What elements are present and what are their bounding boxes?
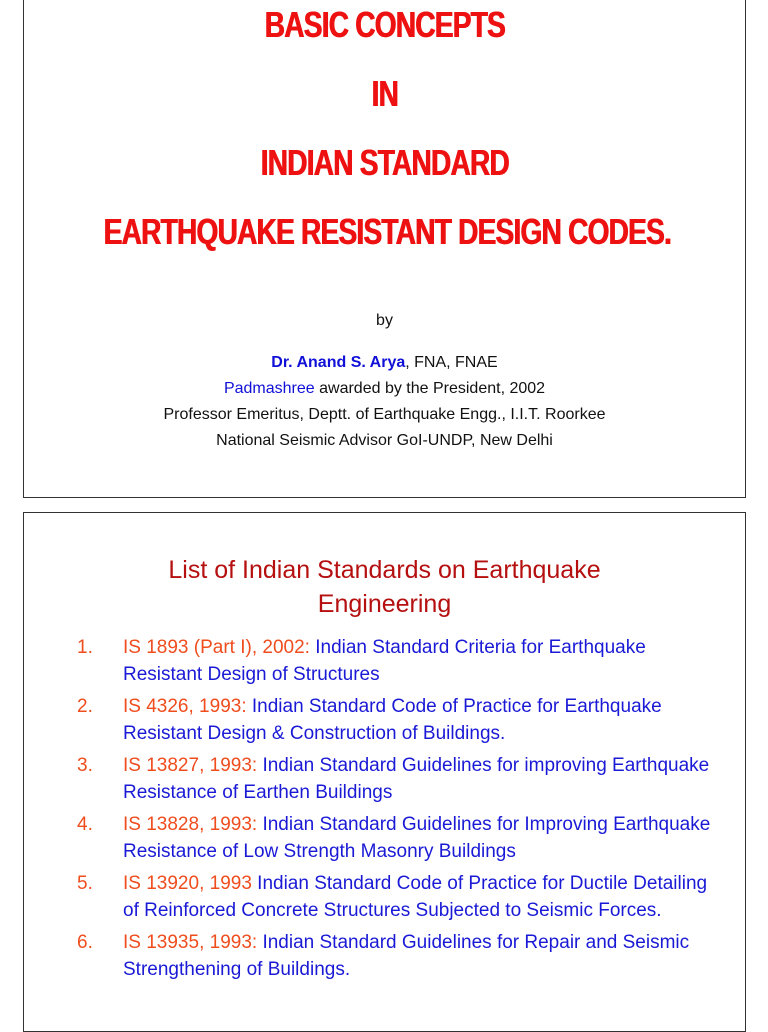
item-code: IS 13828, 1993: [123,814,263,835]
item-number: 2. [77,696,93,717]
main-title [24,4,745,252]
list-item [77,693,725,747]
list-title-line-2: Engineering [317,590,452,618]
list-item [77,870,725,924]
standards-slide [23,512,746,1032]
item-code: IS 13920, 1993 [123,873,258,894]
item-description: Indian Standard Guidelines for Repair and Seismic Strengthening of Buildings. [123,932,690,980]
title-line-2: IN [371,73,398,114]
award-rest: awarded by the President, 2002 [314,380,546,397]
item-code: IS 1893 (Part I), 2002: [123,637,316,658]
item-code: IS 13935, 1993: [123,932,263,953]
list-title-line-1: List of Indian Standards on Earthquake [168,556,601,584]
item-number: 5. [77,873,93,894]
award-line [24,376,745,402]
list-item [77,634,725,688]
item-code: IS 4326, 1993: [123,696,252,717]
item-number: 3. [77,755,93,776]
author-suffix: , FNA, FNAE [405,354,498,371]
by-label: by [376,312,393,329]
item-description: Indian Standard Guidelines for improving Earthquake Resistance of Earthen Buildings [123,755,710,803]
item-code: IS 13827, 1993: [123,755,263,776]
list-item [77,929,725,983]
list-title [24,553,745,621]
title-slide [23,0,746,498]
item-number: 1. [77,637,93,658]
standards-list [77,634,725,988]
item-description: Indian Standard Code of Practice for Ductile Detailing of Reinforced Concrete Structures Subjected to Seismic Forces. [123,873,708,921]
author-name: Dr. Anand S. Arya [271,354,406,371]
author-line [24,350,745,376]
title-line-3: INDIAN STANDARD [260,142,509,183]
position-line: Professor Emeritus, Deptt. of Earthquake Engg., I.I.T. Roorkee [163,406,606,423]
item-description: Indian Standard Guidelines for Improving Earthquake Resistance of Low Strength Masonry Buildings [123,814,711,862]
item-description: Indian Standard Criteria for Earthquake Resistant Design of Structures [123,637,646,685]
title-line-1: BASIC CONCEPTS [264,4,505,45]
award-highlight: Padmashree [223,380,315,397]
list-item [77,811,725,865]
item-number: 4. [77,814,93,835]
item-number: 6. [77,932,93,953]
author-block [24,308,745,454]
item-description: Indian Standard Code of Practice for Earthquake Resistant Design & Construction of Buildings. [123,696,662,744]
advisor-line: National Seismic Advisor GoI-UNDP, New Delhi [216,432,553,449]
list-item [77,752,725,806]
title-line-4: EARTHQUAKE RESISTANT DESIGN CODES. [103,211,671,252]
